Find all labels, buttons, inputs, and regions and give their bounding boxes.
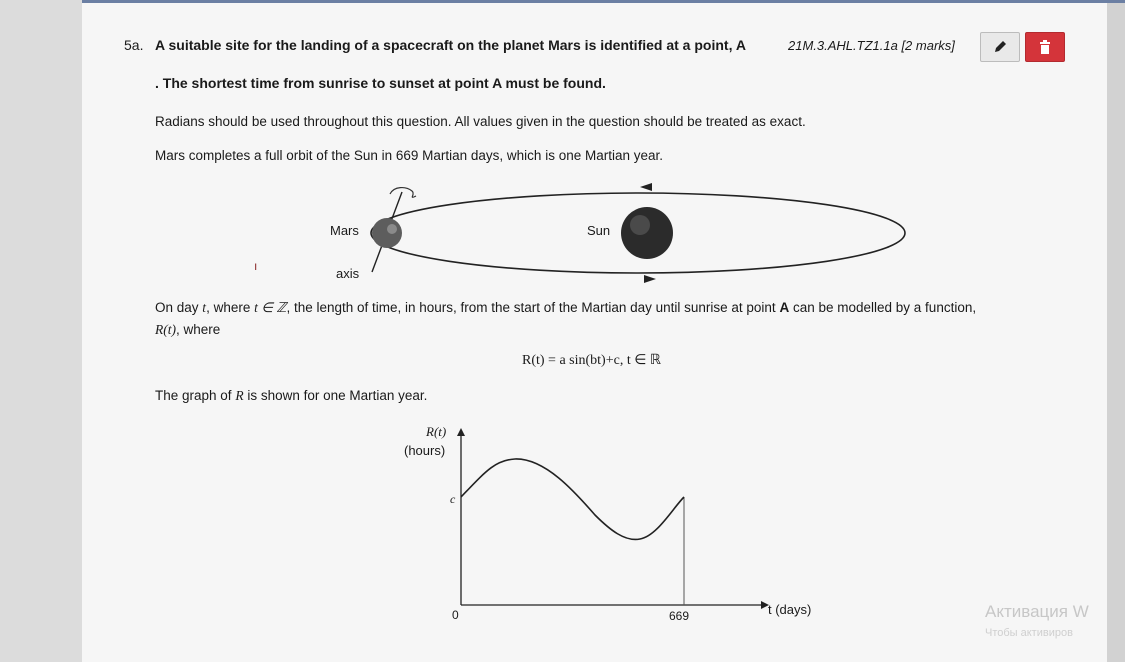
graph-c-label: c bbox=[450, 492, 456, 506]
graph-intro: The graph of R is shown for one Martian year. bbox=[155, 388, 428, 403]
orbit-arrow-bottom bbox=[644, 275, 656, 283]
graph-origin-label: 0 bbox=[452, 608, 459, 622]
graph-y-unit: (hours) bbox=[404, 443, 446, 458]
edit-button[interactable] bbox=[980, 32, 1020, 62]
sun-body bbox=[621, 207, 673, 259]
graph-y-label: R(t) bbox=[426, 424, 447, 439]
graph-x-label: t (days) bbox=[768, 602, 812, 617]
radians-instruction: Radians should be used throughout this question. All values given in the question should be treated as exact. bbox=[155, 114, 806, 129]
sun-highlight bbox=[630, 215, 650, 235]
right-margin bbox=[1107, 0, 1125, 662]
graph-curve bbox=[461, 459, 684, 539]
pencil-tick-mark: ı bbox=[254, 259, 258, 273]
trash-icon bbox=[1039, 39, 1051, 55]
mars-label: Mars bbox=[330, 223, 359, 238]
orbit-arrow-top bbox=[640, 183, 652, 191]
axis-label: axis bbox=[336, 266, 360, 281]
delete-button[interactable] bbox=[1025, 32, 1065, 62]
question-number: 5a. bbox=[124, 37, 144, 53]
model-description-continued: R(t), where bbox=[155, 322, 221, 337]
activation-watermark: Активация W bbox=[985, 602, 1089, 621]
question-text: A suitable site for the landing of a spacecraft on the planet Mars is identified at a point, A bbox=[155, 37, 746, 53]
axis-squiggle bbox=[390, 188, 416, 198]
activation-watermark-sub: Чтобы активиров bbox=[985, 627, 1073, 639]
left-margin bbox=[0, 0, 82, 662]
model-formula: R(t) = a sin(bt)+c, t ∈ ℝ bbox=[522, 353, 661, 368]
model-description: On day t, where t ∈ ℤ, the length of time, in hours, from the start of the Martian day until sunrise at point A can be modelled by a function, bbox=[155, 300, 977, 315]
sunrise-graph bbox=[395, 420, 775, 620]
mars-planet bbox=[372, 218, 402, 248]
pencil-icon bbox=[992, 39, 1008, 55]
top-border bbox=[82, 0, 1125, 3]
mars-highlight bbox=[387, 224, 397, 234]
orbit-statement: Mars completes a full orbit of the Sun in 669 Martian days, which is one Martian year. bbox=[155, 148, 663, 163]
graph-x-end-label: 669 bbox=[669, 609, 690, 623]
question-reference: 21M.3.AHL.TZ1.1a [2 marks] bbox=[788, 38, 955, 53]
graph-y-arrow bbox=[457, 428, 465, 436]
question-text-continued: . The shortest time from sunrise to sunset at point A must be found. bbox=[155, 75, 606, 91]
sun-label: Sun bbox=[587, 223, 611, 238]
